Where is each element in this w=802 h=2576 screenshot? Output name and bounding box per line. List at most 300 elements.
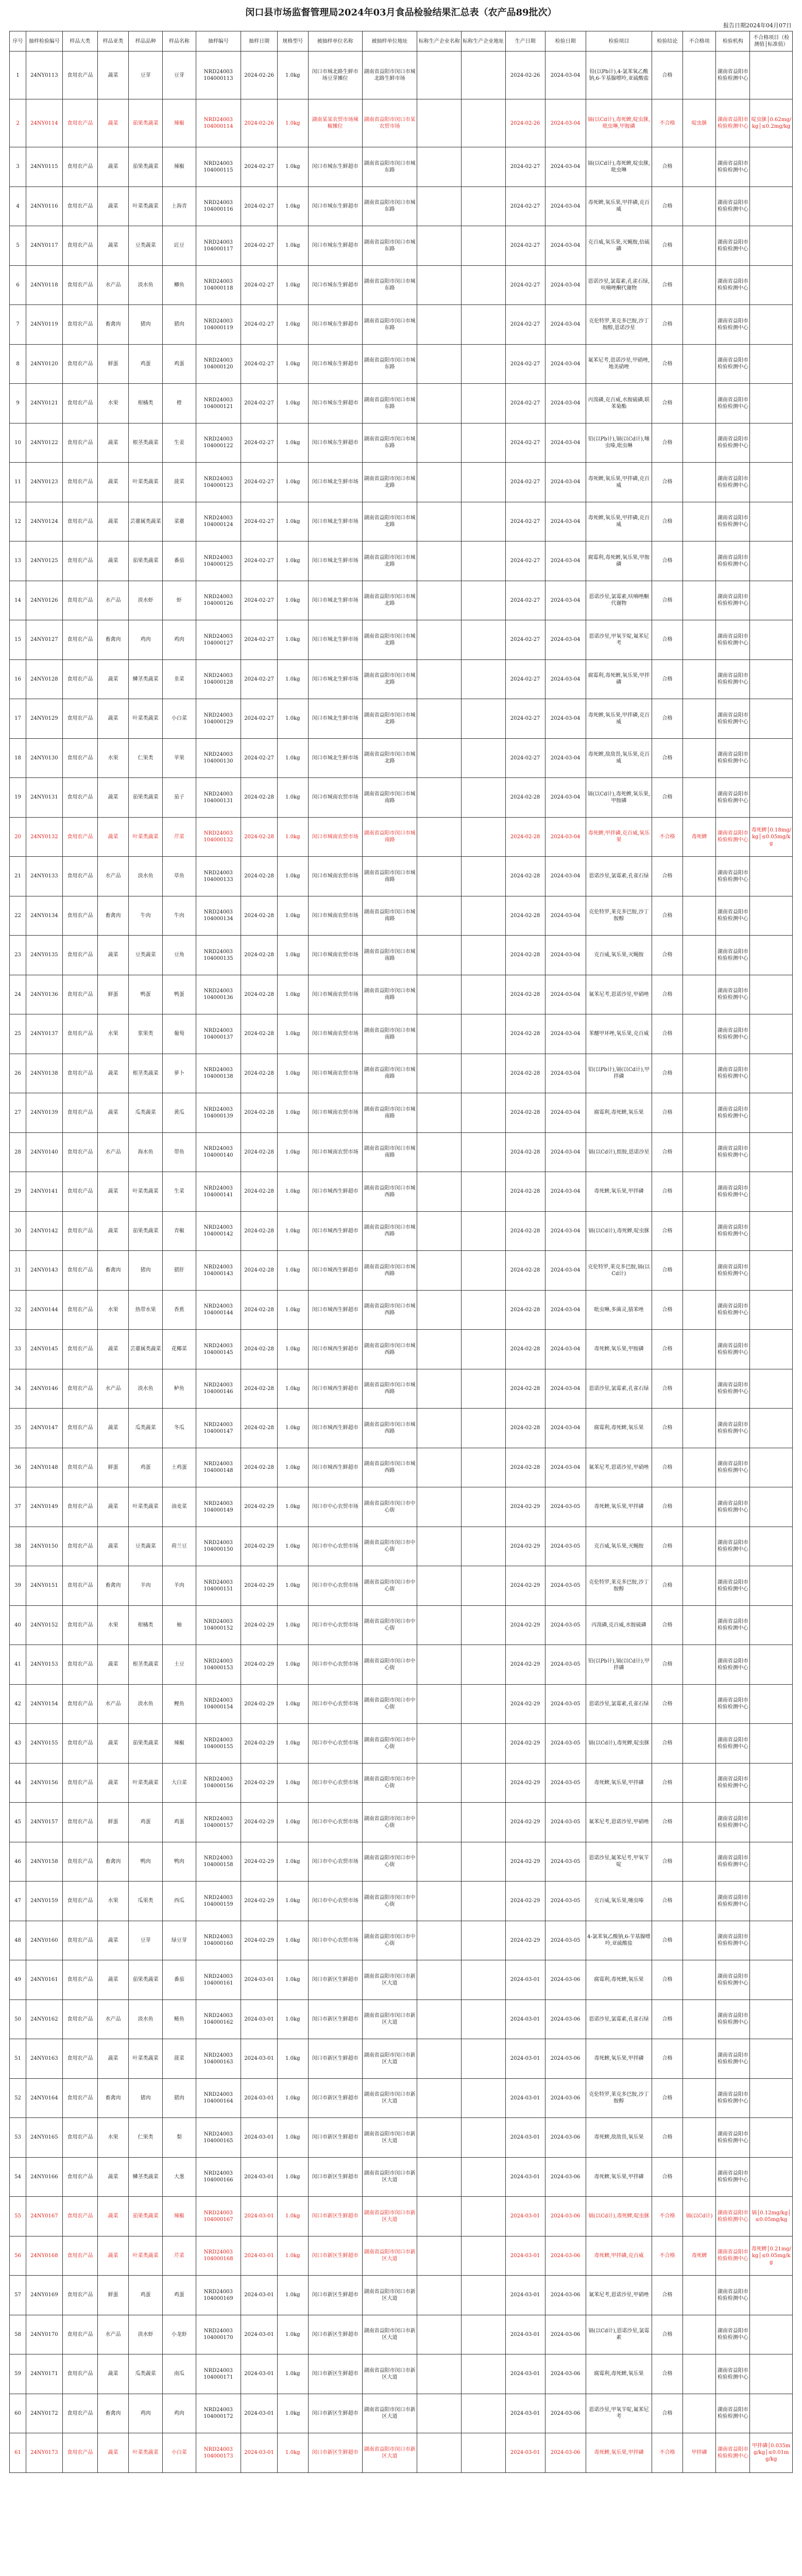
table-row [10,1251,793,1291]
cell-result: 合格 [652,463,683,502]
cell-test-items: 克伦特罗,莱克多巴胺,沙丁胺醇 [586,1566,652,1606]
cell-category: 食用农产品 [62,2118,97,2158]
cell-subcategory: 畜禽肉 [98,2394,129,2433]
cell-sample-name: 大白菜 [163,1763,196,1803]
cell-test-items: 铅(以Pb计),镉(以Cd计),噻虫嗪,吡虫啉 [586,423,652,463]
cell-sampling-date: 2024-03-01 [241,1960,278,2000]
cell-sampled-address: 湖南省益阳市闵口市城东路 [362,147,417,187]
cell-result: 合格 [652,1645,683,1685]
cell-sample-number: NRD24003 104000132 [196,817,241,857]
cell-manufacturer [417,226,462,266]
cell-category: 食用农产品 [62,1172,97,1212]
cell-spec: 1.0kg [277,1605,308,1645]
cell-sampled-unit: 闵口市新区生鲜超市 [308,2354,362,2394]
cell-inspection-code: 24NY0154 [26,1684,63,1724]
cell-result: 合格 [652,1882,683,1921]
cell-category: 食用农产品 [62,1960,97,2000]
cell-inspection-code: 24NY0161 [26,1960,63,2000]
cell-sampling-date: 2024-03-01 [241,2157,278,2197]
cell-production-date: 2024-02-27 [505,187,545,226]
cell-subcategory: 蔬菜 [98,423,129,463]
cell-manufacturer [417,1211,462,1251]
cell-inspection-code: 24NY0158 [26,1842,63,1882]
cell-variety: 瓜类蔬菜 [129,2354,163,2394]
cell-category: 食用农产品 [62,384,97,423]
cell-inspection-code: 24NY0133 [26,857,63,896]
cell-manufacturer-address [462,1172,506,1212]
cell-sample-number: NRD24003 104000115 [196,147,241,187]
cell-spec: 1.0kg [277,1684,308,1724]
cell-failed-item [682,936,715,975]
cell-serial: 34 [10,1369,26,1409]
table-row [10,147,793,187]
cell-inspection-code: 24NY0129 [26,699,63,739]
cell-production-date: 2024-03-01 [505,2197,545,2236]
cell-category: 食用农产品 [62,1448,97,1487]
cell-serial: 48 [10,1921,26,1960]
cell-spec: 1.0kg [277,1251,308,1291]
cell-inspection-code: 24NY0142 [26,1211,63,1251]
cell-sampled-unit: 闵口市城东生鲜超市 [308,423,362,463]
cell-test-date: 2024-03-04 [545,778,586,818]
cell-category: 食用农产品 [62,541,97,581]
cell-production-date: 2024-02-28 [505,1014,545,1054]
cell-production-date: 2024-02-26 [505,99,545,147]
cell-lab: 湖南省益阳市检验检测中心 [716,1014,750,1054]
cell-result: 合格 [652,2315,683,2354]
cell-test-date: 2024-03-04 [545,226,586,266]
cell-production-date: 2024-02-29 [505,1921,545,1960]
cell-result: 合格 [652,305,683,345]
cell-test-items: 毒死蜱,氧乐果,甲拌磷,克百威 [586,502,652,541]
header-cell: 抽样检验编号 [26,31,63,52]
cell-sampled-unit: 闵口市中心农贸市场 [308,1803,362,1842]
cell-manufacturer [417,2078,462,2118]
table-row [10,2118,793,2158]
cell-sample-name: 鸭肉 [163,1842,196,1882]
cell-manufacturer-address [462,1882,506,1921]
cell-manufacturer [417,659,462,699]
cell-subcategory: 蔬菜 [98,1330,129,1369]
cell-test-date: 2024-03-04 [545,738,586,778]
cell-sampled-unit: 闵口市城西生鲜超市 [308,1172,362,1212]
cell-sample-name: 猪肉 [163,305,196,345]
cell-test-date: 2024-03-04 [545,659,586,699]
cell-sampling-date: 2024-02-29 [241,1566,278,1606]
cell-sample-name: 辣椒 [163,99,196,147]
cell-test-date: 2024-03-05 [545,1882,586,1921]
cell-inspection-code: 24NY0126 [26,581,63,620]
cell-failed-value [750,1527,793,1566]
cell-test-items: 毒死蜱,氧乐果,甲拌磷 [586,1172,652,1212]
table-row [10,541,793,581]
cell-failed-value [750,1882,793,1921]
cell-failed-value: 甲拌磷│0.035mg/kg│≤0.01mg/kg [750,2433,793,2473]
cell-failed-item [682,778,715,818]
cell-sample-name: 土鸡蛋 [163,1448,196,1487]
cell-serial: 46 [10,1842,26,1882]
cell-sampled-unit: 闵口市城南农贸市场 [308,975,362,1014]
table-row [10,817,793,857]
cell-manufacturer [417,936,462,975]
cell-failed-value [750,463,793,502]
cell-manufacturer [417,1290,462,1330]
cell-sample-number: NRD24003 104000151 [196,1566,241,1606]
cell-serial: 26 [10,1054,26,1093]
cell-sample-number: NRD24003 104000160 [196,1921,241,1960]
cell-serial: 12 [10,502,26,541]
cell-sampling-date: 2024-03-01 [241,2354,278,2394]
cell-subcategory: 蔬菜 [98,226,129,266]
cell-inspection-code: 24NY0137 [26,1014,63,1054]
cell-result: 合格 [652,1605,683,1645]
cell-test-items: 恩诺沙星,甲氧苄啶,氟苯尼考 [586,2394,652,2433]
cell-sample-number: NRD24003 104000154 [196,1684,241,1724]
cell-sample-number: NRD24003 104000147 [196,1409,241,1448]
cell-manufacturer-address [462,1605,506,1645]
cell-sample-number: NRD24003 104000131 [196,778,241,818]
cell-result: 合格 [652,541,683,581]
cell-sample-name: 辣椒 [163,147,196,187]
cell-test-date: 2024-03-05 [545,1487,586,1527]
cell-serial: 40 [10,1605,26,1645]
cell-subcategory: 鲜蛋 [98,344,129,384]
cell-result: 合格 [652,1803,683,1842]
cell-category: 食用农产品 [62,1842,97,1882]
cell-spec: 1.0kg [277,1645,308,1685]
cell-inspection-code: 24NY0160 [26,1921,63,1960]
report-page [9,0,793,2473]
cell-serial: 13 [10,541,26,581]
cell-production-date: 2024-02-28 [505,817,545,857]
cell-spec: 1.0kg [277,2197,308,2236]
header-cell: 被抽样单位名称 [308,31,362,52]
cell-spec: 1.0kg [277,265,308,305]
cell-sample-number: NRD24003 104000148 [196,1448,241,1487]
cell-inspection-code: 24NY0118 [26,265,63,305]
cell-sampling-date: 2024-02-27 [241,226,278,266]
cell-sampled-address: 湖南省益阳市闵口市城东路 [362,305,417,345]
cell-variety: 茄果类蔬菜 [129,1211,163,1251]
cell-lab: 湖南省益阳市检验检测中心 [716,1330,750,1369]
cell-sample-number: NRD24003 104000145 [196,1330,241,1369]
cell-manufacturer-address [462,463,506,502]
cell-lab: 湖南省益阳市检验检测中心 [716,896,750,936]
cell-result: 合格 [652,1093,683,1133]
cell-sampled-address: 湖南省益阳市闵口市城西路 [362,1330,417,1369]
cell-failed-item [682,2157,715,2197]
cell-variety: 叶菜类蔬菜 [129,463,163,502]
cell-lab: 湖南省益阳市检验检测中心 [716,936,750,975]
cell-sample-number: NRD24003 104000156 [196,1763,241,1803]
table-row [10,1605,793,1645]
cell-variety: 鸭肉 [129,1842,163,1882]
cell-test-date: 2024-03-04 [545,1054,586,1093]
cell-failed-value [750,305,793,345]
cell-failed-item [682,581,715,620]
cell-serial: 16 [10,659,26,699]
cell-manufacturer [417,187,462,226]
cell-test-items: 腐霉利,毒死蜱,氧乐果 [586,1409,652,1448]
cell-manufacturer-address [462,52,506,99]
cell-sampled-address: 湖南省益阳市闵口市城南路 [362,975,417,1014]
cell-spec: 1.0kg [277,1763,308,1803]
cell-spec: 1.0kg [277,1330,308,1369]
cell-manufacturer [417,1251,462,1291]
cell-failed-value [750,2394,793,2433]
cell-sampling-date: 2024-02-28 [241,1093,278,1133]
cell-inspection-code: 24NY0115 [26,147,63,187]
cell-test-items: 丙溴磷,克百威,水胺硫磷 [586,1605,652,1645]
cell-manufacturer [417,1172,462,1212]
cell-lab: 湖南省益阳市检验检测中心 [716,2078,750,2118]
cell-lab: 湖南省益阳市检验检测中心 [716,738,750,778]
cell-failed-value [750,265,793,305]
cell-sample-name: 生菜 [163,1172,196,1212]
cell-result: 合格 [652,1172,683,1212]
cell-sampled-unit: 闵口市中心农贸市场 [308,1724,362,1764]
cell-serial: 37 [10,1487,26,1527]
cell-sample-number: NRD24003 104000114 [196,99,241,147]
cell-failed-item [682,1842,715,1882]
cell-sampled-unit: 闵口市城西生鲜超市 [308,1290,362,1330]
cell-failed-value [750,1093,793,1133]
cell-subcategory: 鲜蛋 [98,1803,129,1842]
cell-sampling-date: 2024-03-01 [241,2433,278,2473]
cell-category: 食用农产品 [62,2394,97,2433]
cell-sample-name: 大葱 [163,2157,196,2197]
cell-production-date: 2024-02-29 [505,1605,545,1645]
cell-result: 合格 [652,1290,683,1330]
table-row [10,581,793,620]
cell-test-date: 2024-03-04 [545,699,586,739]
cell-lab: 湖南省益阳市检验检测中心 [716,2197,750,2236]
cell-spec: 1.0kg [277,1132,308,1172]
cell-result: 合格 [652,1251,683,1291]
cell-sample-number: NRD24003 104000133 [196,857,241,896]
cell-serial: 18 [10,738,26,778]
cell-spec: 1.0kg [277,1172,308,1212]
cell-sample-name: 小白菜 [163,2433,196,2473]
cell-inspection-code: 24NY0122 [26,423,63,463]
cell-subcategory: 蔬菜 [98,936,129,975]
cell-inspection-code: 24NY0130 [26,738,63,778]
cell-sample-number: NRD24003 104000130 [196,738,241,778]
cell-spec: 1.0kg [277,1448,308,1487]
cell-sampling-date: 2024-02-27 [241,463,278,502]
cell-inspection-code: 24NY0117 [26,226,63,266]
cell-manufacturer [417,1527,462,1566]
cell-production-date: 2024-02-29 [505,1527,545,1566]
cell-sampled-unit: 闵口市城北路生鲜市场豆芽摊位 [308,52,362,99]
cell-failed-value [750,1448,793,1487]
cell-serial: 38 [10,1527,26,1566]
cell-failed-item [682,1803,715,1842]
cell-test-date: 2024-03-04 [545,463,586,502]
cell-failed-value [750,2315,793,2354]
cell-lab: 湖南省益阳市检验检测中心 [716,2433,750,2473]
cell-manufacturer [417,1763,462,1803]
cell-category: 食用农产品 [62,2276,97,2315]
cell-production-date: 2024-02-27 [505,384,545,423]
cell-inspection-code: 24NY0145 [26,1330,63,1369]
cell-sampled-address: 湖南省益阳市闵口市城北路 [362,581,417,620]
cell-variety: 茄果类蔬菜 [129,778,163,818]
cell-sampling-date: 2024-03-01 [241,2315,278,2354]
cell-lab: 湖南省益阳市检验检测中心 [716,1803,750,1842]
cell-manufacturer [417,1409,462,1448]
cell-sample-name: 青椒 [163,1211,196,1251]
cell-manufacturer-address [462,344,506,384]
table-row [10,1645,793,1685]
cell-sample-number: NRD24003 104000170 [196,2315,241,2354]
cell-manufacturer-address [462,2433,506,2473]
cell-test-date: 2024-03-05 [545,1605,586,1645]
cell-test-date: 2024-03-04 [545,1251,586,1291]
cell-production-date: 2024-02-29 [505,1645,545,1685]
cell-production-date: 2024-02-27 [505,502,545,541]
cell-failed-value: 啶虫脒│0.62mg/kg│≤0.2mg/kg [750,99,793,147]
cell-subcategory: 蔬菜 [98,541,129,581]
cell-variety: 豆类蔬菜 [129,936,163,975]
cell-test-items: 毒死蜱,氧乐果,甲拌磷,克百威 [586,699,652,739]
cell-spec: 1.0kg [277,1014,308,1054]
cell-test-date: 2024-03-05 [545,1724,586,1764]
cell-variety: 鸡蛋 [129,2276,163,2315]
cell-test-items: 克百威,氧乐果,灭蝇胺,倍硫磷 [586,226,652,266]
cell-result: 合格 [652,975,683,1014]
cell-result: 合格 [652,2118,683,2158]
cell-lab: 湖南省益阳市检验检测中心 [716,265,750,305]
cell-serial: 60 [10,2394,26,2433]
cell-sample-number: NRD24003 104000116 [196,187,241,226]
cell-inspection-code: 24NY0113 [26,52,63,99]
cell-sample-name: 虾 [163,581,196,620]
cell-production-date: 2024-02-29 [505,1842,545,1882]
cell-category: 食用农产品 [62,1605,97,1645]
cell-subcategory: 蔬菜 [98,2354,129,2394]
cell-production-date: 2024-02-27 [505,738,545,778]
header-cell: 抽样日期 [241,31,278,52]
cell-manufacturer-address [462,699,506,739]
cell-sampled-address: 湖南省益阳市闵口市中心街 [362,1566,417,1606]
cell-test-items: 毒死蜱,氧乐果,甲拌磷,克百威 [586,187,652,226]
cell-sample-name: 芹菜 [163,817,196,857]
cell-serial: 8 [10,344,26,384]
cell-failed-item [682,265,715,305]
cell-subcategory: 蔬菜 [98,463,129,502]
cell-serial: 45 [10,1803,26,1842]
cell-variety: 淡水鱼 [129,265,163,305]
header-cell: 被抽样单位地址 [362,31,417,52]
cell-failed-value [750,423,793,463]
cell-failed-item: 甲拌磷 [682,2433,715,2473]
cell-manufacturer-address [462,1684,506,1724]
cell-failed-value [750,1842,793,1882]
cell-failed-value [750,738,793,778]
cell-manufacturer-address [462,2394,506,2433]
cell-result: 合格 [652,226,683,266]
cell-manufacturer-address [462,2276,506,2315]
cell-failed-value [750,620,793,660]
cell-spec: 1.0kg [277,502,308,541]
cell-sampling-date: 2024-02-29 [241,1487,278,1527]
cell-serial: 23 [10,936,26,975]
cell-variety: 豆芽 [129,52,163,99]
cell-test-items: 氟苯尼考,恩诺沙星,甲硝唑,地美硝唑 [586,344,652,384]
cell-inspection-code: 24NY0125 [26,541,63,581]
cell-test-date: 2024-03-05 [545,1645,586,1685]
cell-spec: 1.0kg [277,2039,308,2079]
cell-result: 合格 [652,1960,683,2000]
cell-lab: 湖南省益阳市检验检测中心 [716,147,750,187]
cell-category: 食用农产品 [62,1566,97,1606]
cell-test-items: 腐霉利,毒死蜱,氧乐果,甲胺磷 [586,541,652,581]
cell-sampled-address: 湖南省益阳市闵口市城北路生鲜市场 [362,52,417,99]
cell-spec: 1.0kg [277,423,308,463]
cell-sampled-unit: 闵口市城南农贸市场 [308,1093,362,1133]
cell-spec: 1.0kg [277,541,308,581]
cell-manufacturer-address [462,384,506,423]
cell-sample-number: NRD24003 104000155 [196,1724,241,1764]
cell-category: 食用农产品 [62,265,97,305]
cell-spec: 1.0kg [277,2433,308,2473]
cell-serial: 10 [10,423,26,463]
cell-manufacturer-address [462,1014,506,1054]
cell-inspection-code: 24NY0140 [26,1132,63,1172]
cell-sampling-date: 2024-02-29 [241,1684,278,1724]
cell-category: 食用农产品 [62,857,97,896]
cell-sampled-address: 湖南省益阳市闵口市城南路 [362,1054,417,1093]
cell-sample-name: 土豆 [163,1645,196,1685]
cell-variety: 叶菜类蔬菜 [129,699,163,739]
cell-failed-value [750,1014,793,1054]
cell-manufacturer [417,581,462,620]
cell-test-date: 2024-03-04 [545,1211,586,1251]
cell-test-items: 铅(以Pb计),4-氯苯氧乙酸钠,6-苄基腺嘌呤,亚硫酸盐 [586,52,652,99]
cell-lab: 湖南省益阳市检验检测中心 [716,2157,750,2197]
cell-production-date: 2024-02-27 [505,659,545,699]
table-row [10,620,793,660]
cell-test-date: 2024-03-04 [545,147,586,187]
cell-inspection-code: 24NY0141 [26,1172,63,1212]
cell-serial: 54 [10,2157,26,2197]
cell-failed-item [682,857,715,896]
cell-sampled-unit: 闵口市中心农贸市场 [308,1487,362,1527]
cell-result: 合格 [652,1014,683,1054]
cell-test-items: 毒死蜱,氧乐果,甲拌磷 [586,1763,652,1803]
cell-sampled-unit: 闵口市城东生鲜超市 [308,147,362,187]
cell-test-date: 2024-03-04 [545,541,586,581]
cell-production-date: 2024-02-29 [505,1684,545,1724]
cell-sample-name: 萝卜 [163,1054,196,1093]
cell-sampling-date: 2024-02-29 [241,1724,278,1764]
cell-variety: 羊肉 [129,1566,163,1606]
cell-failed-item [682,2354,715,2394]
table-row [10,857,793,896]
cell-spec: 1.0kg [277,817,308,857]
cell-lab: 湖南省益阳市检验检测中心 [716,2394,750,2433]
cell-manufacturer-address [462,857,506,896]
cell-variety: 柑橘类 [129,384,163,423]
cell-result: 不合格 [652,2433,683,2473]
table-row [10,1054,793,1093]
cell-spec: 1.0kg [277,1527,308,1566]
table-row [10,1290,793,1330]
cell-sample-number: NRD24003 104000129 [196,699,241,739]
cell-category: 食用农产品 [62,187,97,226]
cell-sampling-date: 2024-02-29 [241,1645,278,1685]
